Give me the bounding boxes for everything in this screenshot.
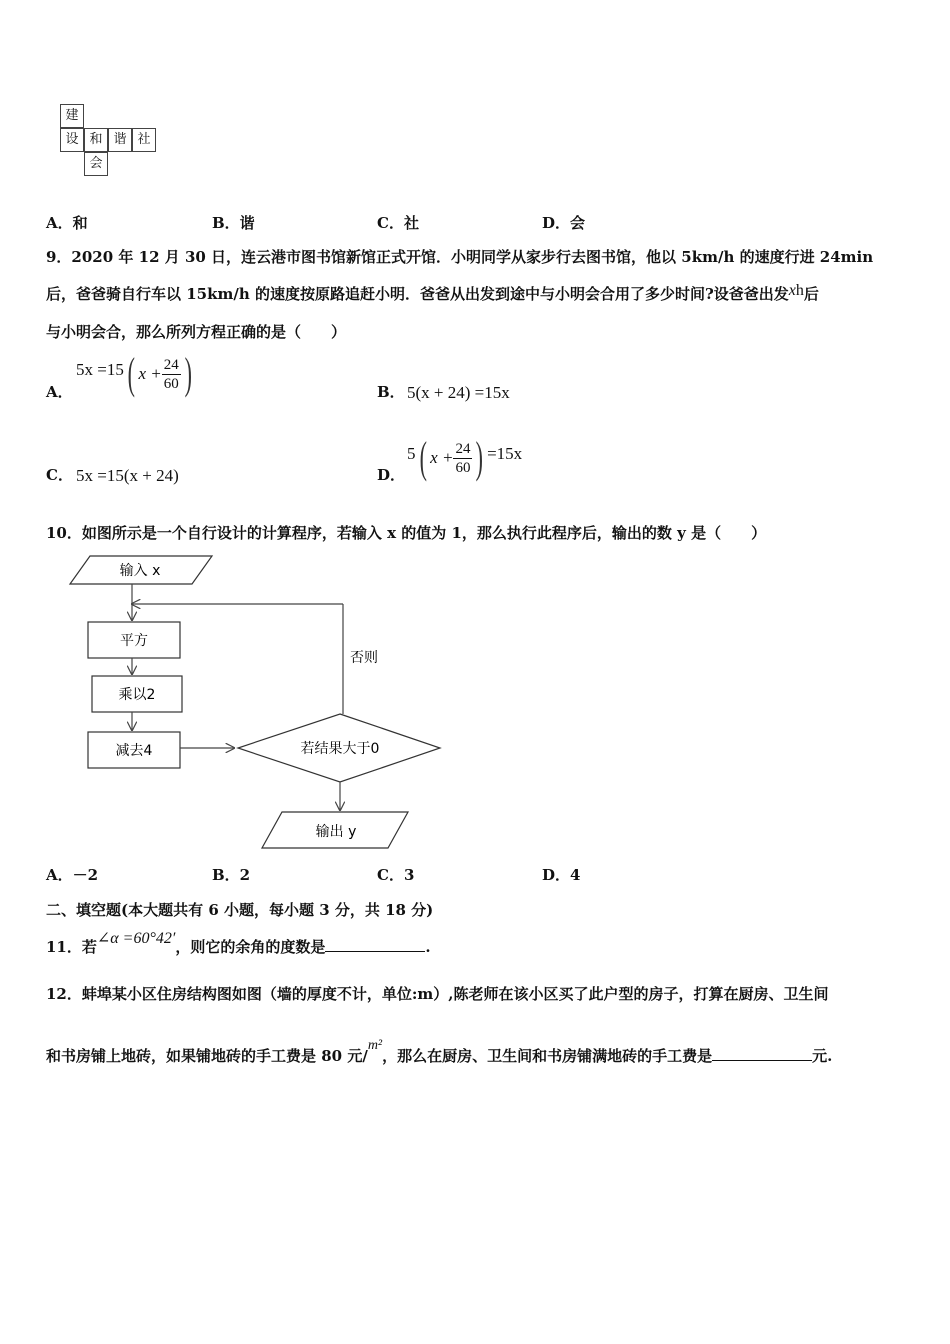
q11-prefix: 11．若 <box>46 938 97 956</box>
expr-x: x + <box>430 448 454 467</box>
q9-option-b-label[interactable]: B． <box>377 383 405 401</box>
q8-option-d[interactable]: D．会 <box>542 214 586 232</box>
net-cell: 谐 <box>108 128 132 152</box>
q8-option-a[interactable]: A．和 <box>46 214 88 232</box>
flowchart <box>60 552 450 852</box>
q11-line <box>46 930 431 957</box>
flow-sub-text: 减去4 <box>115 743 153 759</box>
expr-x: x + <box>138 364 162 383</box>
q9-line2-text: 后，爸爸骑自行车以 15km/h 的速度按原路追赶小明．爸爸从出发到途中与小明会合用了多少时间?设爸爸出发 <box>46 285 789 303</box>
q9-option-c-expr: 5x =15(x + 24) <box>76 466 179 485</box>
section-heading: 二、填空题(本大题共有 6 小题，每小题 3 分，共 18 分) <box>46 901 434 919</box>
flow-else-label: 否则 <box>350 650 378 666</box>
q12-line2-mid: ，那么在厨房、卫生间和书房铺满地砖的手工费是 <box>382 1047 713 1065</box>
q12-answer-blank[interactable] <box>712 1046 812 1061</box>
q9-line2 <box>46 283 819 304</box>
q12-line2-text: 和书房铺上地砖，如果铺地砖的手工费是 80 元/ <box>46 1047 368 1065</box>
expr-left: 5x =15 <box>76 360 124 379</box>
q12-end: 元. <box>812 1047 833 1065</box>
q12-unit: m² <box>367 1038 383 1053</box>
q9-option-a-label[interactable]: A． <box>46 383 73 401</box>
q9-option-d-expr: 5( x + $\frac{24}{60}$ ) =15x <box>407 433 523 482</box>
q9-option-c-label[interactable]: C． <box>46 466 73 484</box>
net-cell: 会 <box>84 152 108 176</box>
q12-line1: 12．蚌埠某小区住房结构图如图（墙的厚度不计，单位:m）,陈老师在该小区买了此户型的房子，打算在厨房、卫生间 <box>46 985 829 1003</box>
frac-den: 60 <box>455 459 471 476</box>
expr-coef: 5 <box>407 444 416 463</box>
q8-option-c[interactable]: C．社 <box>377 214 419 232</box>
flow-input-text: 输入 x <box>119 563 161 579</box>
q9-unit-h: h <box>795 282 804 299</box>
q10-option-c[interactable]: C．3 <box>377 866 415 884</box>
flow-mult-text: 乘以2 <box>118 687 156 703</box>
q10-option-a[interactable]: A．－2 <box>46 866 99 884</box>
q10-option-b[interactable]: B．2 <box>212 866 251 884</box>
q9-option-a-expr: 5x =15( x + $\frac{24}{60}$ ) <box>76 349 192 398</box>
q9-option-d-label[interactable]: D． <box>377 466 406 484</box>
q9-option-b-expr: 5(x + 24) =15x <box>407 383 510 402</box>
flow-output-text: 输出 y <box>315 824 357 840</box>
frac-num: 24 <box>455 440 471 457</box>
q11-suffix: ，则它的余角的度数是 <box>175 938 326 956</box>
frac-den: 60 <box>163 375 179 392</box>
q12-line2 <box>46 1038 833 1066</box>
flow-condition-text: 若结果大于0 <box>300 741 380 757</box>
net-cell: 设 <box>60 128 84 152</box>
q11-end: . <box>425 938 431 956</box>
net-cell: 建 <box>60 104 84 128</box>
q9-line1: 9．2020 年 12 月 30 日，连云港市图书馆新馆正式开馆．小明同学从家步行去图书馆，他以 5km/h 的速度行进 24min <box>46 248 874 266</box>
flow-square-text: 平方 <box>120 633 148 649</box>
q10-stem: 10．如图所示是一个自行设计的计算程序，若输入 x 的值为 1，那么执行此程序后，输出的数 y 是（ ） <box>46 524 767 542</box>
q9-line2-end: 后 <box>803 285 819 303</box>
q11-answer-blank[interactable] <box>325 937 425 952</box>
expr-right: =15x <box>487 444 523 463</box>
q9-var-x: x <box>788 282 796 299</box>
q11-angle-expr: ∠α =60°42′ <box>96 930 176 947</box>
frac-num: 24 <box>163 356 179 373</box>
q10-option-d[interactable]: D．4 <box>542 866 581 884</box>
q8-option-b[interactable]: B．谐 <box>212 214 255 232</box>
q9-line3: 与小明会合，那么所列方程正确的是（ ） <box>46 323 347 341</box>
net-cell: 和 <box>84 128 108 152</box>
net-cell: 社 <box>132 128 156 152</box>
